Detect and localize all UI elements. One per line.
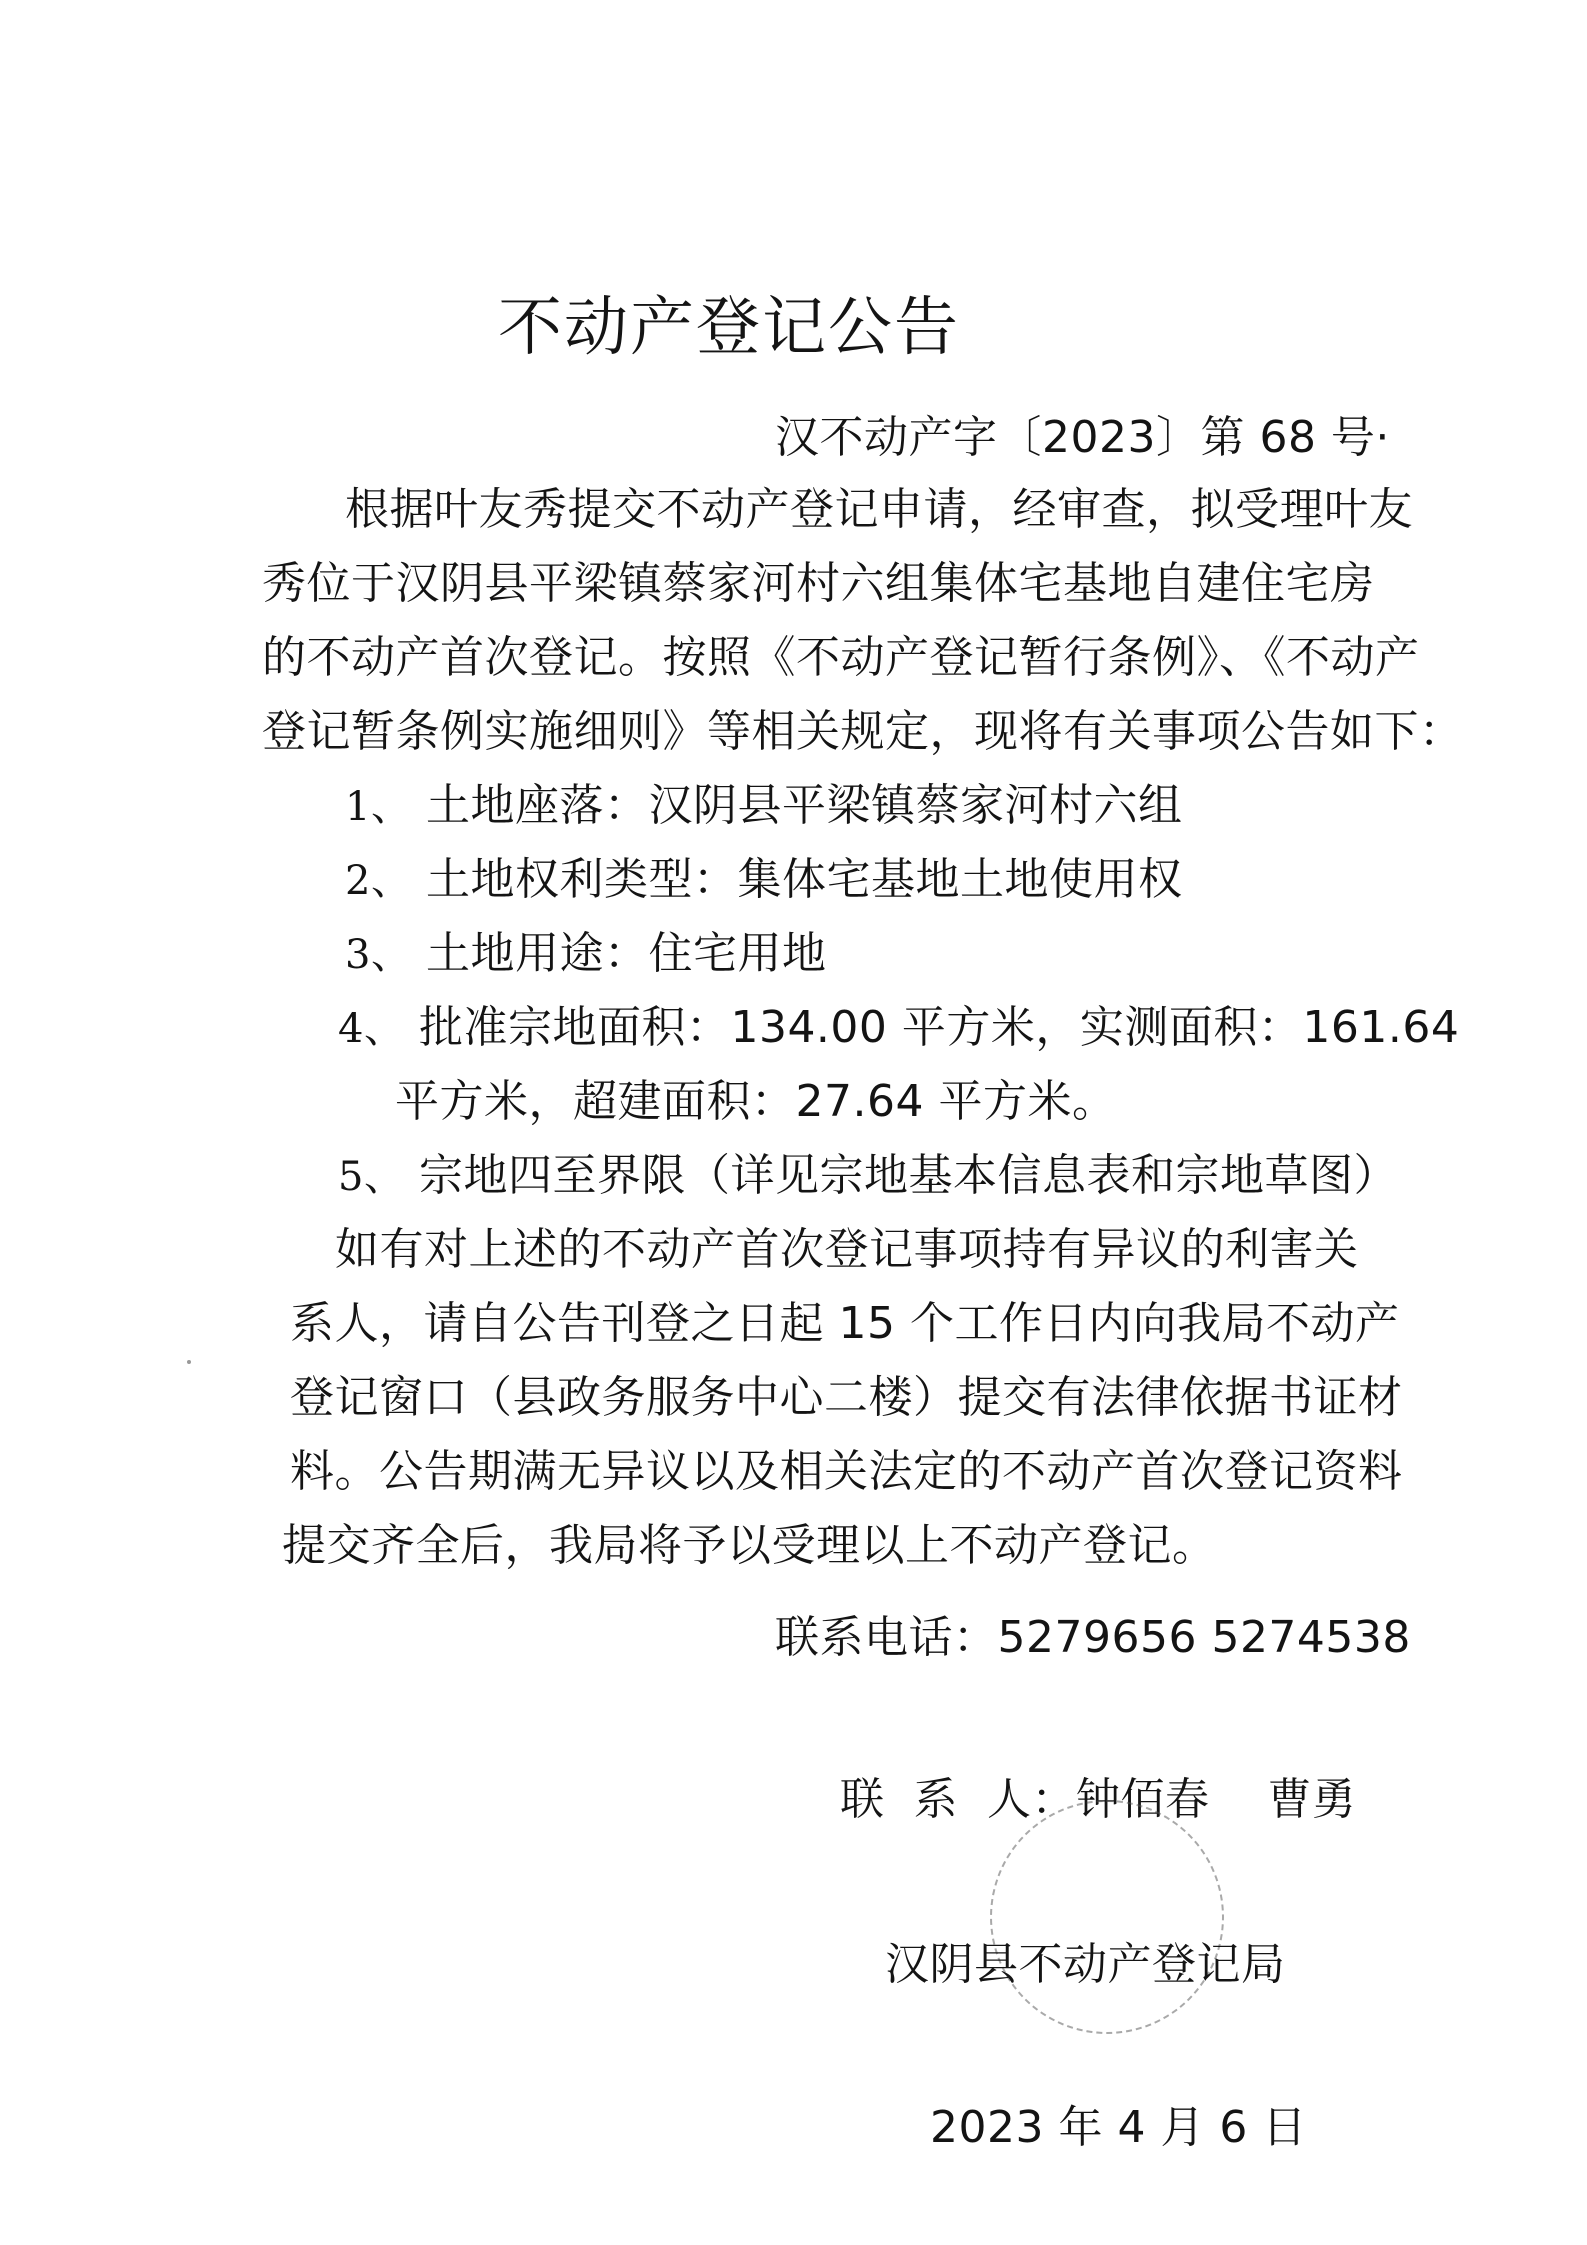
document-number: 汉不动产字〔2023〕第 68 号· <box>775 412 1390 463</box>
notice-line-4: 料。公告期满无异议以及相关法定的不动产首次登记资料 <box>290 1446 1403 1497</box>
list-item-number: 3、 <box>345 932 412 978</box>
official-seal-outline <box>990 1800 1224 2034</box>
list-item-2 <box>345 850 1182 911</box>
list-item-5 <box>338 1146 1398 1207</box>
list-item-text: 土地座落：汉阴县平梁镇蔡家河村六组 <box>425 780 1183 831</box>
issue-date: 2023 年 4 月 6 日 <box>930 2102 1307 2153</box>
notice-line-1: 如有对上述的不动产首次登记事项持有异议的利害关 <box>335 1224 1359 1275</box>
list-item-4-continued <box>395 1072 1116 1132</box>
list-item-4 <box>338 998 1459 1059</box>
intro-line-4: 登记暂条例实施细则》等相关规定，现将有关事项公告如下： <box>262 706 1464 757</box>
contact-person: 联 系 人：钟佰春 曹勇 <box>840 1774 1357 1825</box>
list-item-text: 平方米，超建面积：27.64 平方米。 <box>395 1076 1117 1127</box>
list-item-number: 5、 <box>338 1154 405 1200</box>
list-item-text: 土地用途：住宅用地 <box>425 928 827 979</box>
list-item-3 <box>345 924 826 985</box>
list-item-number: 2、 <box>345 858 412 904</box>
intro-line-1: 根据叶友秀提交不动产登记申请，经审查，拟受理叶友 <box>345 484 1413 535</box>
list-item-text: 宗地四至界限（详见宗地基本信息表和宗地草图） <box>418 1150 1398 1201</box>
scan-speck <box>187 1360 191 1364</box>
notice-line-3: 登记窗口（县政务服务中心二楼）提交有法律依据书证材 <box>290 1372 1403 1423</box>
notice-line-2: 系人，请自公告刊登之日起 15 个工作日内向我局不动产 <box>290 1298 1400 1349</box>
list-item-text: 批准宗地面积：134.00 平方米，实测面积：161.64 <box>418 1002 1460 1053</box>
list-item-number: 1、 <box>345 784 412 830</box>
issuing-authority: 汉阴县不动产登记局 <box>885 1939 1286 1990</box>
intro-line-3: 的不动产首次登记。按照《不动产登记暂行条例》、《不动产 <box>262 632 1420 683</box>
notice-line-5: 提交齐全后，我局将予以受理以上不动产登记。 <box>282 1520 1217 1571</box>
intro-line-2: 秀位于汉阴县平梁镇蔡家河村六组集体宅基地自建住宅房 <box>262 558 1375 609</box>
list-item-number: 4、 <box>338 1006 405 1052</box>
document-title: 不动产登记公告 <box>498 291 960 365</box>
list-item-text: 土地权利类型：集体宅基地土地使用权 <box>425 854 1183 905</box>
contact-phone: 联系电话：5279656 5274538 <box>775 1612 1411 1663</box>
list-item-1 <box>345 776 1182 837</box>
